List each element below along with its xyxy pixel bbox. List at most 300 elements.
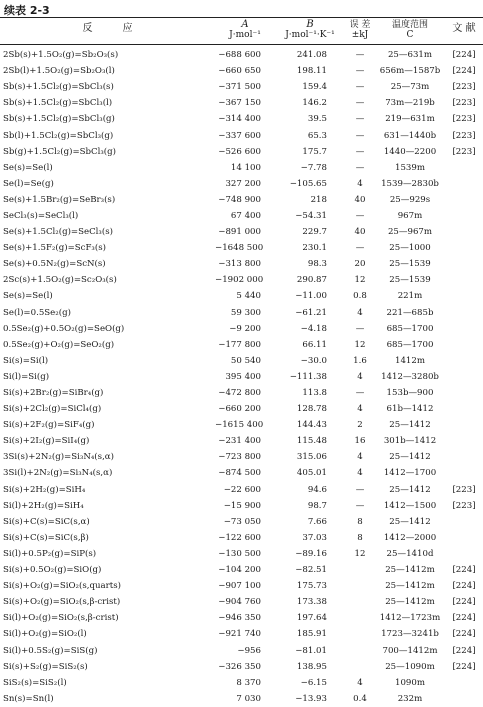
b-value-cell: 218: [310, 194, 327, 205]
table-row: [0, 47, 483, 63]
b-value-cell: −6.15: [300, 677, 327, 688]
table-row: [0, 530, 483, 546]
reaction-cell: Si(s)+2F₂(g)=SiF₄(g): [3, 420, 95, 431]
reference-cell: [445, 433, 483, 449]
temp-range-cell: 656m—1587b: [379, 66, 441, 77]
reference-cell: [223]: [452, 146, 476, 157]
a-value-cell: −122 600: [218, 532, 261, 543]
temp-range-cell: 25—1412: [389, 484, 431, 495]
b-value-cell: 175.7: [302, 146, 327, 157]
b-value-cell: 37.03: [302, 532, 327, 543]
b-value-cell: 230.1: [302, 243, 327, 254]
reaction-cell: SeCl₃(s)=SeCl₃(l): [3, 210, 79, 221]
b-value-cell: −11.00: [295, 291, 327, 302]
temp-range-cell: 25—1410d: [386, 548, 434, 559]
reference-cell: [445, 208, 483, 224]
reaction-cell: Si(s)+O₂(g)=SiO₂(s,β-crist): [3, 597, 121, 608]
b-value-cell: 185.91: [296, 629, 327, 640]
header-temp-label: 温度范围: [391, 20, 428, 30]
reference-cell: [445, 675, 483, 691]
b-value-cell: 113.8: [302, 388, 327, 399]
reference-cell: [445, 530, 483, 546]
header-a: [215, 20, 275, 40]
b-value-cell: −4.18: [300, 323, 327, 334]
table-row: [0, 675, 483, 691]
temp-range-cell: 1539—2830b: [381, 178, 439, 189]
reaction-cell: Sb(s)+1.5Cl₂(g)=SbCl₃(g): [3, 114, 115, 125]
reference-cell: [445, 546, 483, 562]
header-b-unit: J·mol⁻¹·K⁻¹: [285, 30, 335, 40]
error-cell: 0.8: [353, 291, 367, 302]
header-rule: [0, 44, 483, 45]
error-cell: 4: [357, 677, 363, 688]
error-cell: 40: [354, 227, 366, 238]
table-row: [0, 321, 483, 337]
table-row: [0, 482, 483, 498]
error-cell: 0.4: [353, 693, 367, 704]
error-cell: —: [355, 243, 365, 254]
temp-range-cell: 1412—1500: [383, 500, 437, 511]
b-value-cell: 138.95: [296, 661, 327, 672]
reference-cell: [224]: [452, 629, 476, 640]
reaction-cell: Si(l)+0.5P₂(g)=SiP(s): [3, 548, 97, 559]
reaction-cell: Si(s)=Si(l): [3, 355, 49, 366]
header-reference: 文 献: [452, 23, 476, 34]
a-value-cell: −1615 400: [215, 420, 264, 431]
b-value-cell: 159.4: [302, 82, 327, 93]
reaction-cell: Si(s)+S₂(g)=SiS₂(s): [3, 661, 88, 672]
temp-range-cell: 1440—2200: [383, 146, 437, 157]
error-cell: [345, 626, 375, 642]
error-cell: 2: [357, 420, 363, 431]
table-row: [0, 465, 483, 481]
error-cell: 4: [357, 404, 363, 415]
reference-cell: [445, 272, 483, 288]
error-cell: [345, 578, 375, 594]
reaction-cell: 3Si(s)+2N₂(g)=Si₃N₄(s,α): [3, 452, 114, 463]
reaction-cell: Si(l)+O₂(g)=SiO₂(l): [3, 629, 87, 640]
a-value-cell: −1902 000: [215, 275, 264, 286]
table-row: [0, 401, 483, 417]
reaction-cell: Si(s)+C(s)=SiC(s,α): [3, 516, 90, 527]
reaction-cell: Si(l)+2H₂(g)=SiH₄: [3, 500, 84, 511]
b-value-cell: 198.11: [296, 66, 327, 77]
a-value-cell: −723 800: [218, 452, 261, 463]
header-error-unit: ±kJ: [351, 30, 369, 40]
error-cell: 4: [357, 371, 363, 382]
a-value-cell: −367 150: [218, 98, 261, 109]
table-row: [0, 562, 483, 578]
reference-cell: [445, 691, 483, 707]
data-table: [0, 47, 483, 707]
table-row: [0, 95, 483, 111]
reference-cell: [445, 305, 483, 321]
error-cell: 4: [357, 468, 363, 479]
header-b-symbol: B: [306, 19, 314, 30]
a-value-cell: −874 500: [218, 468, 261, 479]
reaction-cell: 0.5Se₂(g)+O₂(g)=SeO₂(g): [3, 339, 115, 350]
error-cell: —: [355, 323, 365, 334]
reaction-cell: Se(s)+1.5Br₂(g)=SeBr₃(s): [3, 194, 116, 205]
error-cell: 4: [357, 178, 363, 189]
temp-range-cell: 153b—900: [386, 388, 434, 399]
temp-range-cell: 25—1539: [389, 259, 431, 270]
temp-range-cell: 25—1000: [389, 243, 431, 254]
reference-cell: [445, 369, 483, 385]
table-row: [0, 578, 483, 594]
top-rule: [0, 17, 483, 18]
temp-range-cell: 685—1700: [386, 323, 434, 334]
b-value-cell: 94.6: [307, 484, 327, 495]
a-value-cell: 50 540: [230, 355, 261, 366]
error-cell: 4: [357, 307, 363, 318]
temp-range-cell: 25—1539: [389, 275, 431, 286]
reference-cell: [445, 514, 483, 530]
reaction-cell: Sb(s)+1.5Cl₂(g)=SbCl₃(l): [3, 98, 113, 109]
reaction-cell: Se(s)+1.5F₂(g)=ScF₃(s): [3, 243, 106, 254]
b-value-cell: 7.66: [307, 516, 327, 527]
reaction-cell: Sn(s)=Sn(l): [3, 693, 54, 704]
reaction-cell: Si(s)+C(s)=SiC(s,β): [3, 532, 89, 543]
reaction-cell: Se(l)=0.5Se₂(g): [3, 307, 71, 318]
b-value-cell: −54.31: [295, 210, 327, 221]
error-cell: 8: [357, 532, 363, 543]
error-cell: 20: [354, 259, 366, 270]
error-cell: —: [355, 50, 365, 61]
error-cell: —: [355, 146, 365, 157]
b-value-cell: −30.0: [300, 355, 327, 366]
table-row: [0, 127, 483, 143]
reference-cell: [223]: [452, 98, 476, 109]
a-value-cell: 395 400: [225, 371, 261, 382]
reaction-cell: Sb(l)+1.5Cl₂(g)=SbCl₃(g): [3, 130, 114, 141]
a-value-cell: −104 200: [218, 565, 261, 576]
reference-cell: [445, 224, 483, 240]
temp-range-cell: 232m: [397, 693, 423, 704]
reaction-cell: 2Sb(l)+1.5O₂(g)=Sb₂O₃(l): [3, 66, 115, 77]
table-row: [0, 176, 483, 192]
reference-cell: [445, 321, 483, 337]
table-row: [0, 449, 483, 465]
reference-cell: [223]: [452, 82, 476, 93]
a-value-cell: −660 200: [218, 404, 261, 415]
table-row: [0, 642, 483, 658]
reference-cell: [445, 337, 483, 353]
b-value-cell: 39.5: [307, 114, 327, 125]
b-value-cell: 241.08: [296, 50, 327, 61]
b-value-cell: −7.78: [300, 162, 327, 173]
a-value-cell: 8 370: [236, 677, 261, 688]
table-row: [0, 144, 483, 160]
header-a-unit: J·mol⁻¹: [229, 30, 261, 40]
temp-range-cell: 631—1440b: [383, 130, 437, 141]
reference-cell: [445, 160, 483, 176]
a-value-cell: −526 600: [218, 146, 261, 157]
reaction-cell: 2Sc(s)+1.5O₂(g)=Sc₂O₃(s): [3, 275, 117, 286]
reference-cell: [445, 192, 483, 208]
table-row: [0, 272, 483, 288]
a-value-cell: 59 300: [230, 307, 261, 318]
b-value-cell: −89.16: [295, 548, 327, 559]
header-error-label: 误 差: [349, 20, 371, 30]
error-cell: —: [355, 114, 365, 125]
error-cell: 1.6: [353, 355, 367, 366]
error-cell: [345, 594, 375, 610]
temp-range-cell: 685—1700: [386, 339, 434, 350]
a-value-cell: −472 800: [218, 388, 261, 399]
header-a-symbol: A: [241, 19, 249, 30]
reference-cell: [223]: [452, 500, 476, 511]
error-cell: —: [355, 82, 365, 93]
table-row: [0, 433, 483, 449]
error-cell: [345, 659, 375, 675]
reference-cell: [445, 417, 483, 433]
reaction-cell: Si(s)+2I₂(g)=SiI₄(g): [3, 436, 90, 447]
temp-range-cell: 25—1412: [389, 452, 431, 463]
b-value-cell: 290.87: [296, 275, 327, 286]
header-temp-unit: C: [406, 30, 414, 40]
b-value-cell: 98.3: [307, 259, 327, 270]
temp-range-cell: 967m: [397, 210, 423, 221]
reference-cell: [445, 449, 483, 465]
reference-cell: [445, 240, 483, 256]
a-value-cell: −371 500: [218, 82, 261, 93]
reference-cell: [223]: [452, 114, 476, 125]
table-row: [0, 192, 483, 208]
temp-range-cell: 25—631m: [387, 50, 433, 61]
table-row: [0, 337, 483, 353]
table-row: [0, 514, 483, 530]
error-cell: 12: [354, 339, 366, 350]
table-caption: 续表 2-3: [4, 4, 50, 17]
temp-range-cell: 221m: [397, 291, 423, 302]
table-row: [0, 240, 483, 256]
reaction-cell: Si(s)+0.5O₂(g)=SiO(g): [3, 565, 102, 576]
reaction-cell: Se(s)+0.5N₂(g)=ScN(s): [3, 259, 106, 270]
temp-range-cell: 25—929s: [389, 194, 431, 205]
b-value-cell: 144.43: [296, 420, 327, 431]
table-row: [0, 208, 483, 224]
reference-cell: [224]: [452, 645, 476, 656]
table-row: [0, 417, 483, 433]
a-value-cell: 327 200: [225, 178, 261, 189]
error-cell: —: [355, 66, 365, 77]
reaction-cell: Se(l)=Se(g): [3, 178, 54, 189]
b-value-cell: 197.64: [296, 613, 327, 624]
error-cell: —: [355, 130, 365, 141]
reference-cell: [224]: [452, 613, 476, 624]
error-cell: [345, 642, 375, 658]
table-row: [0, 288, 483, 304]
error-cell: —: [355, 210, 365, 221]
reaction-cell: 3Si(l)+2N₂(g)=Si₃N₄(s,α): [3, 468, 113, 479]
a-value-cell: −9 200: [229, 323, 261, 334]
temp-range-cell: 25—1412m: [385, 597, 435, 608]
temp-range-cell: 1723—3241b: [381, 629, 439, 640]
error-cell: 40: [354, 194, 366, 205]
reference-cell: [445, 385, 483, 401]
temp-range-cell: 1412—1700: [383, 468, 437, 479]
b-value-cell: −13.93: [295, 693, 327, 704]
reaction-cell: Sb(s)+1.5Cl₂(g)=SbCl₃(s): [3, 82, 114, 93]
error-cell: —: [355, 162, 365, 173]
a-value-cell: −337 600: [218, 130, 261, 141]
reference-cell: [223]: [452, 484, 476, 495]
b-value-cell: 405.01: [296, 468, 327, 479]
error-cell: 12: [354, 548, 366, 559]
reaction-cell: SiS₂(s)=SiS₂(l): [3, 677, 67, 688]
a-value-cell: −956: [237, 645, 261, 656]
b-value-cell: 146.2: [302, 98, 327, 109]
reference-cell: [445, 288, 483, 304]
reaction-cell: Si(l)=Si(g): [3, 371, 50, 382]
table-row: [0, 546, 483, 562]
temp-range-cell: 1090m: [394, 677, 426, 688]
reaction-cell: Se(s)=Se(l): [3, 291, 53, 302]
a-value-cell: −22 600: [223, 484, 261, 495]
table-row: [0, 63, 483, 79]
temp-range-cell: 221—685b: [386, 307, 434, 318]
temp-range-cell: 219—631m: [385, 114, 435, 125]
table-row: [0, 594, 483, 610]
table-row: [0, 256, 483, 272]
temp-range-cell: 25—73m: [390, 82, 430, 93]
a-value-cell: 14 100: [230, 162, 261, 173]
a-value-cell: 7 030: [236, 693, 261, 704]
reaction-cell: Si(l)+0.5S₂(g)=SiS(g): [3, 645, 98, 656]
temp-range-cell: 1412—3280b: [381, 371, 439, 382]
temp-range-cell: 1412m: [394, 355, 426, 366]
b-value-cell: 315.06: [296, 452, 327, 463]
a-value-cell: −326 350: [218, 661, 261, 672]
table-row: [0, 369, 483, 385]
reference-cell: [224]: [452, 565, 476, 576]
b-value-cell: 175.73: [296, 581, 327, 592]
temp-range-cell: 25—1412: [389, 516, 431, 527]
error-cell: —: [355, 500, 365, 511]
temp-range-cell: 25—1412: [389, 420, 431, 431]
b-value-cell: 115.48: [296, 436, 327, 447]
header-reaction: 反 应: [82, 23, 133, 34]
error-cell: 12: [354, 275, 366, 286]
a-value-cell: −891 000: [218, 227, 261, 238]
a-value-cell: −660 650: [218, 66, 261, 77]
reference-cell: [224]: [452, 66, 476, 77]
temp-range-cell: 700—1412m: [382, 645, 438, 656]
header-error: [345, 20, 375, 40]
a-value-cell: 67 400: [230, 210, 261, 221]
reference-cell: [445, 465, 483, 481]
header-temp: [375, 20, 445, 40]
table-body: [0, 47, 483, 707]
error-cell: —: [355, 484, 365, 495]
table-row: [0, 385, 483, 401]
error-cell: 8: [357, 516, 363, 527]
table-row: [0, 498, 483, 514]
b-value-cell: −105.65: [289, 178, 327, 189]
table-row: [0, 691, 483, 707]
a-value-cell: 5 440: [236, 291, 261, 302]
error-cell: 4: [357, 452, 363, 463]
table-row: [0, 224, 483, 240]
reference-cell: [224]: [452, 597, 476, 608]
a-value-cell: −313 800: [218, 259, 261, 270]
reference-cell: [224]: [452, 661, 476, 672]
a-value-cell: −907 100: [218, 581, 261, 592]
b-value-cell: 229.7: [302, 227, 327, 238]
b-value-cell: 65.3: [307, 130, 327, 141]
temp-range-cell: 73m—219b: [385, 98, 435, 109]
temp-range-cell: 1412—1723m: [379, 613, 441, 624]
temp-range-cell: 25—1090m: [385, 661, 435, 672]
b-value-cell: 98.7: [307, 500, 327, 511]
reference-cell: [445, 353, 483, 369]
table-row: [0, 160, 483, 176]
table-row: [0, 305, 483, 321]
reference-cell: [224]: [452, 50, 476, 61]
table-row: [0, 111, 483, 127]
error-cell: [345, 562, 375, 578]
a-value-cell: −748 900: [218, 194, 261, 205]
b-value-cell: −61.21: [295, 307, 327, 318]
reaction-cell: Si(s)+2H₂(g)=SiH₄: [3, 484, 86, 495]
error-cell: —: [355, 388, 365, 399]
reaction-cell: Si(l)+O₂(g)=SiO₂(s,β-crist): [3, 613, 119, 624]
a-value-cell: −946 350: [218, 613, 261, 624]
header-b: [275, 20, 345, 40]
a-value-cell: −904 760: [218, 597, 261, 608]
error-cell: —: [355, 98, 365, 109]
reaction-cell: 0.5Se₂(g)+0.5O₂(g)=SeO(g): [3, 323, 125, 334]
a-value-cell: −177 800: [218, 339, 261, 350]
temp-range-cell: 301b—1412: [383, 436, 437, 447]
a-value-cell: −314 400: [218, 114, 261, 125]
reaction-cell: 2Sb(s)+1.5O₂(g)=Sb₂O₃(s): [3, 50, 119, 61]
table-row: [0, 659, 483, 675]
b-value-cell: 128.78: [296, 404, 327, 415]
reference-cell: [224]: [452, 581, 476, 592]
a-value-cell: −73 050: [223, 516, 261, 527]
temp-range-cell: 25—1412m: [385, 581, 435, 592]
reference-cell: [223]: [452, 130, 476, 141]
reaction-cell: Se(s)=Se(l): [3, 162, 53, 173]
a-value-cell: −1648 500: [215, 243, 264, 254]
reaction-cell: Si(s)+O₂(g)=SiO₂(s,quarts): [3, 581, 121, 592]
temp-range-cell: 1539m: [394, 162, 426, 173]
b-value-cell: −111.38: [289, 371, 327, 382]
reference-cell: [445, 401, 483, 417]
temp-range-cell: 25—1412m: [385, 565, 435, 576]
a-value-cell: −15 900: [223, 500, 261, 511]
table-row: [0, 610, 483, 626]
error-cell: 16: [354, 436, 366, 447]
b-value-cell: 66.11: [302, 339, 327, 350]
a-value-cell: −921 740: [218, 629, 261, 640]
a-value-cell: −130 500: [218, 548, 261, 559]
a-value-cell: −688 600: [218, 50, 261, 61]
table-row: [0, 79, 483, 95]
reference-cell: [445, 256, 483, 272]
temp-range-cell: 61b—1412: [386, 404, 434, 415]
table-row: [0, 353, 483, 369]
reference-cell: [445, 176, 483, 192]
reaction-cell: Se(s)+1.5Cl₂(g)=SeCl₃(s): [3, 227, 113, 238]
reaction-cell: Si(s)+2Br₂(g)=SiBr₄(g): [3, 388, 104, 399]
reaction-cell: Sb(g)+1.5Cl₂(g)=SbCl₃(g): [3, 146, 117, 157]
reaction-cell: Si(s)+2Cl₂(g)=SiCl₄(g): [3, 404, 102, 415]
b-value-cell: −82.51: [295, 565, 327, 576]
table-row: [0, 626, 483, 642]
